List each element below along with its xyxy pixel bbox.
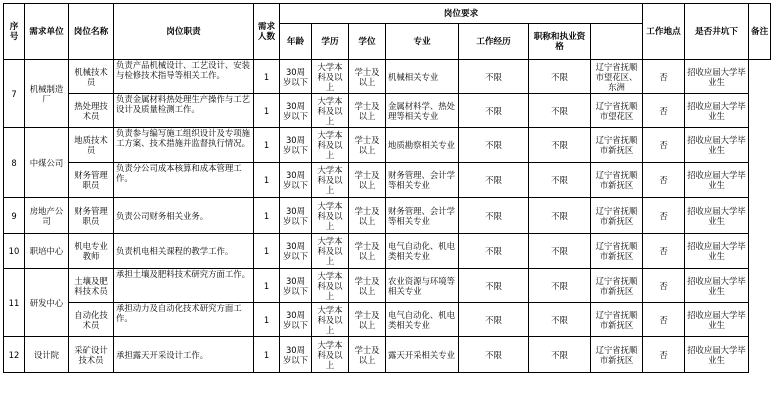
location-cell: 辽宁省抚顺市新抚区: [591, 128, 643, 163]
col-header-requirements: 岗位要求: [280, 4, 643, 24]
age-cell: 30周岁以下: [280, 198, 312, 234]
location-cell: 辽宁省抚顺市新抚区: [591, 303, 643, 337]
remark-cell: 招收应届大学毕业生: [685, 303, 749, 337]
experience-cell: 不限: [459, 128, 529, 163]
location-cell: 辽宁省抚顺市新抚区: [591, 269, 643, 303]
age-cell: 30周岁以下: [280, 269, 312, 303]
title-cell: 不限: [529, 337, 591, 373]
degree-cell: 学士及以上: [349, 303, 386, 337]
age-cell: 30周岁以下: [280, 128, 312, 163]
col-header-location: 工作地点: [643, 4, 685, 60]
col-header-duty: 岗位职责: [114, 4, 254, 60]
education-cell: 大学本科及以上: [312, 60, 349, 94]
position-cell: 土壤及肥料技术员: [69, 269, 114, 303]
table-row: [4, 163, 771, 198]
recruitment-table: [3, 3, 771, 373]
experience-cell: 不限: [459, 94, 529, 128]
count-cell: 1: [254, 128, 280, 163]
major-cell: 地质勘察相关专业: [386, 128, 459, 163]
title-cell: 不限: [529, 94, 591, 128]
title-cell: 不限: [529, 163, 591, 198]
table-row: [4, 269, 771, 303]
major-cell: 财务管理、会计学等相关专业: [386, 163, 459, 198]
age-cell: 30周岁以下: [280, 163, 312, 198]
table-row: [4, 128, 771, 163]
duty-cell: 承担动力及自动化技术研究方面工作。: [114, 303, 254, 337]
recruitment-table-container: [3, 3, 771, 373]
col-header-unit: 需求单位: [25, 4, 69, 60]
underground-cell: 否: [643, 337, 685, 373]
experience-cell: 不限: [459, 163, 529, 198]
table-row: [4, 303, 771, 337]
major-cell: 露天开采相关专业: [386, 337, 459, 373]
degree-cell: 学士及以上: [349, 128, 386, 163]
col-header-education: 学历: [312, 24, 349, 60]
education-cell: 大学本科及以上: [312, 94, 349, 128]
duty-cell: 负责金属材料热处理生产操作与工艺设计及质量检测工作。: [114, 94, 254, 128]
location-cell: 辽宁省抚顺市新抚区: [591, 337, 643, 373]
count-cell: 1: [254, 198, 280, 234]
duty-cell: 负责产品机械设计、工艺设计、安装与检修技术指导等相关工作。: [114, 60, 254, 94]
unit-cell: 职培中心: [25, 234, 69, 269]
title-cell: 不限: [529, 198, 591, 234]
education-cell: 大学本科及以上: [312, 128, 349, 163]
duty-cell: 承担土壤及肥料技术研究方面工作。: [114, 269, 254, 303]
seq-cell: 12: [4, 337, 25, 373]
duty-cell: 承担露天开采设计工作。: [114, 337, 254, 373]
major-cell: 金属材料学、热处理等相关专业: [386, 94, 459, 128]
col-header-remark: 备注: [749, 4, 771, 60]
underground-cell: 否: [643, 94, 685, 128]
position-cell: 机电专业教师: [69, 234, 114, 269]
underground-cell: 否: [643, 198, 685, 234]
count-cell: 1: [254, 60, 280, 94]
location-cell: 辽宁省抚顺市望花区、东洲: [591, 60, 643, 94]
remark-cell: 招收应届大学毕业生: [685, 163, 749, 198]
position-cell: 机械技术员: [69, 60, 114, 94]
degree-cell: 学士及以上: [349, 198, 386, 234]
col-header-count: 需求人数: [254, 4, 280, 60]
col-header-title: 职称和执业资格: [529, 24, 591, 60]
unit-cell: 机械制造厂: [25, 60, 69, 128]
experience-cell: 不限: [459, 269, 529, 303]
count-cell: 1: [254, 163, 280, 198]
degree-cell: 学士及以上: [349, 94, 386, 128]
location-cell: 辽宁省抚顺市新抚区: [591, 234, 643, 269]
education-cell: 大学本科及以上: [312, 303, 349, 337]
title-cell: 不限: [529, 303, 591, 337]
col-header-age: 年龄: [280, 24, 312, 60]
remark-cell: 招收应届大学毕业生: [685, 337, 749, 373]
location-cell: 辽宁省抚顺市望花区: [591, 94, 643, 128]
col-header-position: 岗位名称: [69, 4, 114, 60]
age-cell: 30周岁以下: [280, 94, 312, 128]
major-cell: 机械相关专业: [386, 60, 459, 94]
experience-cell: 不限: [459, 234, 529, 269]
location-cell: 辽宁省抚顺市新抚区: [591, 198, 643, 234]
major-cell: 电气自动化、机电类相关专业: [386, 234, 459, 269]
seq-cell: 8: [4, 128, 25, 198]
seq-cell: 9: [4, 198, 25, 234]
degree-cell: 学士及以上: [349, 60, 386, 94]
duty-cell: 负责参与编写施工组织设计及专项施工方案、技术措施并监督执行情况。: [114, 128, 254, 163]
table-row: [4, 198, 771, 234]
experience-cell: 不限: [459, 337, 529, 373]
table-row: [4, 337, 771, 373]
age-cell: 30周岁以下: [280, 337, 312, 373]
title-cell: 不限: [529, 234, 591, 269]
unit-cell: 设计院: [25, 337, 69, 373]
underground-cell: 否: [643, 234, 685, 269]
position-cell: 自动化技术员: [69, 303, 114, 337]
age-cell: 30周岁以下: [280, 234, 312, 269]
education-cell: 大学本科及以上: [312, 163, 349, 198]
table-row: [4, 60, 771, 94]
table-row: [4, 234, 771, 269]
location-cell: 辽宁省抚顺市新抚区: [591, 163, 643, 198]
duty-cell: 负责分公司成本核算和成本管理工作。: [114, 163, 254, 198]
seq-cell: 7: [4, 60, 25, 128]
position-cell: 财务管理职员: [69, 163, 114, 198]
count-cell: 1: [254, 269, 280, 303]
experience-cell: 不限: [459, 303, 529, 337]
seq-cell: 10: [4, 234, 25, 269]
unit-cell: 房地产公司: [25, 198, 69, 234]
age-cell: 30周岁以下: [280, 303, 312, 337]
degree-cell: 学士及以上: [349, 234, 386, 269]
col-header-underground: 是否井坑下: [685, 4, 749, 60]
experience-cell: 不限: [459, 60, 529, 94]
major-cell: 农业资源与环境等相关专业: [386, 269, 459, 303]
col-header-seq: 序号: [4, 4, 25, 60]
underground-cell: 否: [643, 269, 685, 303]
header-row-top: [4, 4, 771, 24]
col-header-major: 专业: [386, 24, 459, 60]
title-cell: 不限: [529, 269, 591, 303]
unit-cell: 研发中心: [25, 269, 69, 337]
duty-cell: 负责公司财务相关业务。: [114, 198, 254, 234]
position-cell: 地质技术员: [69, 128, 114, 163]
major-cell: 财务管理、会计学等相关专业: [386, 198, 459, 234]
age-cell: 30周岁以下: [280, 60, 312, 94]
remark-cell: 招收应届大学毕业生: [685, 269, 749, 303]
degree-cell: 学士及以上: [349, 163, 386, 198]
remark-cell: 招收应届大学毕业生: [685, 94, 749, 128]
experience-cell: 不限: [459, 198, 529, 234]
count-cell: 1: [254, 337, 280, 373]
education-cell: 大学本科及以上: [312, 198, 349, 234]
education-cell: 大学本科及以上: [312, 234, 349, 269]
position-cell: 采矿设计技术员: [69, 337, 114, 373]
degree-cell: 学士及以上: [349, 269, 386, 303]
underground-cell: 否: [643, 128, 685, 163]
remark-cell: 招收应届大学毕业生: [685, 60, 749, 94]
underground-cell: 否: [643, 303, 685, 337]
education-cell: 大学本科及以上: [312, 337, 349, 373]
position-cell: 热处理技术员: [69, 94, 114, 128]
duty-cell: 负责机电相关课程的教学工作。: [114, 234, 254, 269]
remark-cell: 招收应届大学毕业生: [685, 128, 749, 163]
col-header-degree: 学位: [349, 24, 386, 60]
education-cell: 大学本科及以上: [312, 269, 349, 303]
unit-cell: 中煤公司: [25, 128, 69, 198]
major-cell: 电气自动化、机电类相关专业: [386, 303, 459, 337]
count-cell: 1: [254, 94, 280, 128]
degree-cell: 学士及以上: [349, 337, 386, 373]
col-header-experience: 工作经历: [459, 24, 529, 60]
remark-cell: 招收应届大学毕业生: [685, 198, 749, 234]
underground-cell: 否: [643, 163, 685, 198]
remark-cell: 招收应届大学毕业生: [685, 234, 749, 269]
underground-cell: 否: [643, 60, 685, 94]
title-cell: 不限: [529, 60, 591, 94]
seq-cell: 11: [4, 269, 25, 337]
table-row: [4, 94, 771, 128]
position-cell: 财务管理职员: [69, 198, 114, 234]
count-cell: 1: [254, 234, 280, 269]
title-cell: 不限: [529, 128, 591, 163]
count-cell: 1: [254, 303, 280, 337]
